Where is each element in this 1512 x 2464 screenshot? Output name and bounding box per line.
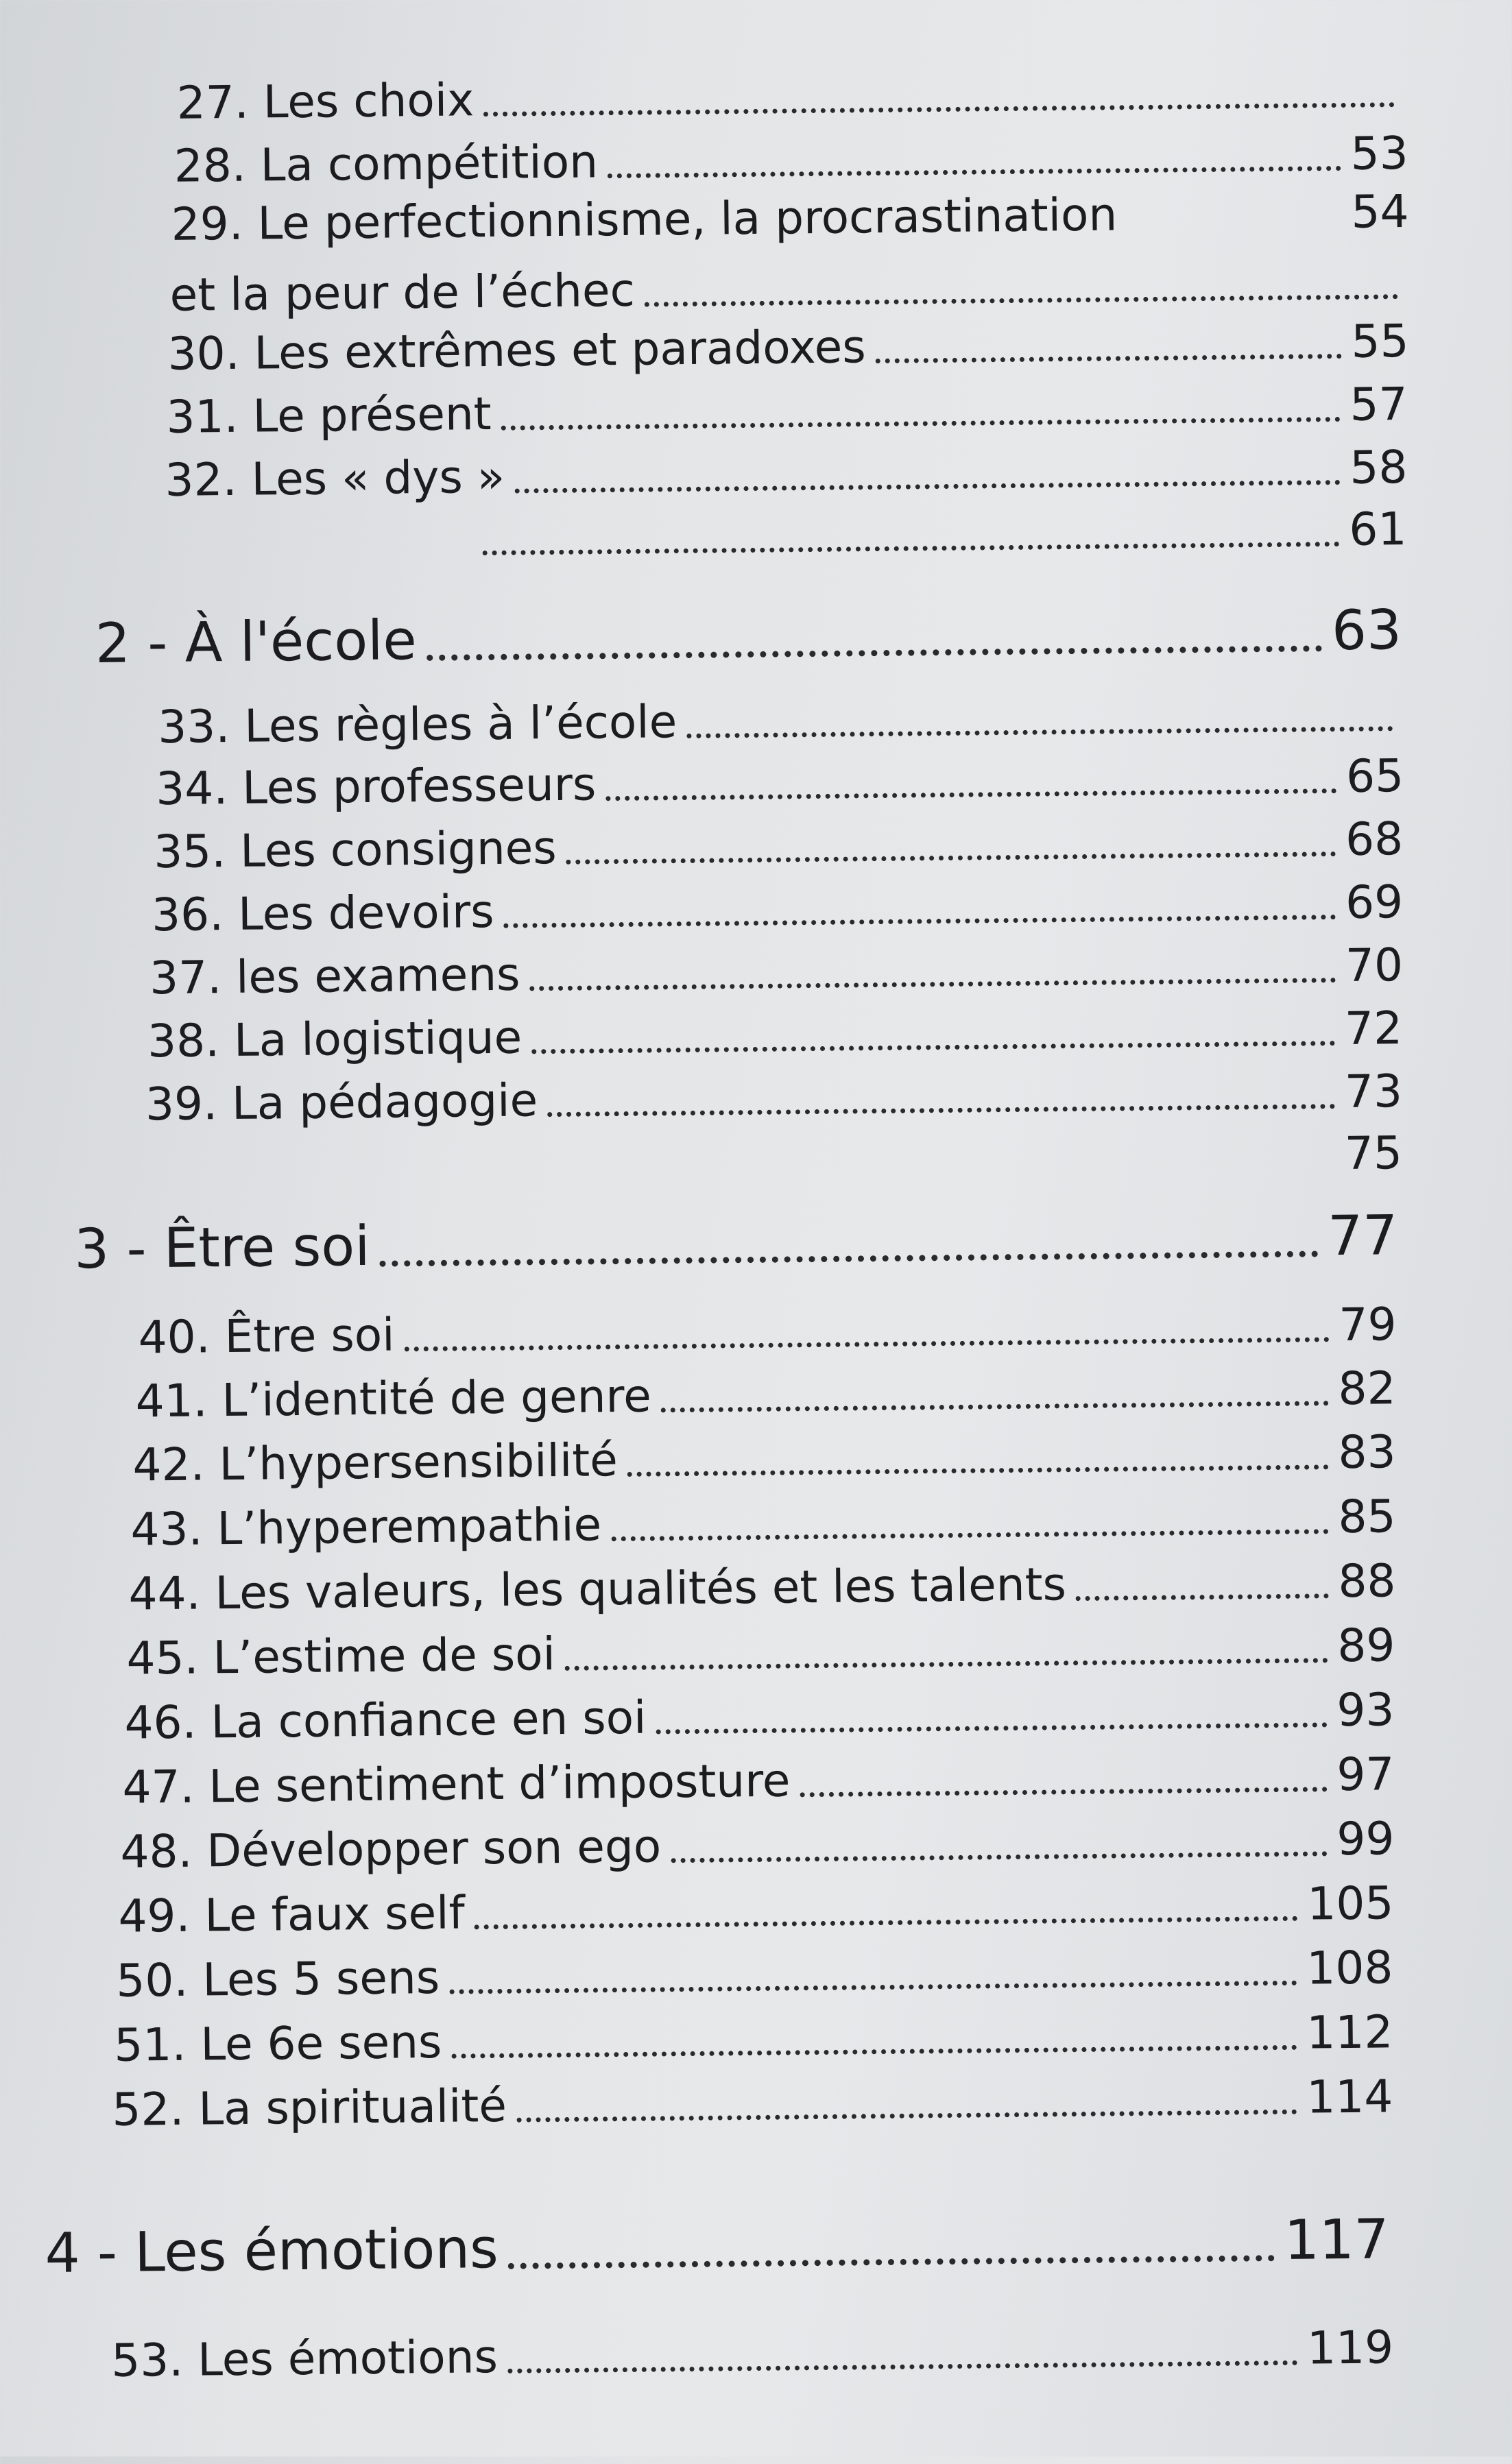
leader-dots — [516, 2110, 1297, 2123]
toc-entry-42[interactable] — [132, 1423, 1396, 1491]
section-title: 4 - Les émotions — [45, 2217, 499, 2285]
section-page-number: 63 — [1331, 598, 1402, 663]
page-number: 79 — [1339, 1298, 1397, 1352]
page-number: 75 — [1344, 1126, 1403, 1181]
toc-entry-31[interactable] — [166, 376, 1408, 444]
spacer — [571, 1170, 1335, 1179]
leader-dots — [566, 851, 1336, 865]
toc-section-4[interactable] — [45, 2202, 1389, 2285]
toc-section-2[interactable] — [95, 593, 1402, 675]
entry-label: 32. Les « dys » — [165, 450, 505, 507]
toc-entry-38[interactable] — [147, 1000, 1403, 1067]
entry-label: 35. Les consignes — [153, 821, 557, 879]
leader-dots — [514, 480, 1340, 494]
leader-dots — [565, 1658, 1328, 1671]
entry-label: 30. Les extrêmes et paradoxes — [167, 320, 867, 381]
section-page-number: 117 — [1284, 2207, 1389, 2273]
page-number: 105 — [1306, 1876, 1394, 1931]
page-number: 108 — [1306, 1941, 1393, 1995]
section-page-number: 77 — [1327, 1203, 1398, 1268]
leader-dots — [507, 2360, 1297, 2374]
leader-dots — [800, 1787, 1328, 1797]
page-number: 119 — [1306, 2321, 1394, 2375]
toc-entry-37[interactable] — [149, 937, 1404, 1004]
entry-label: 47. Le sentiment d’imposture — [122, 1754, 791, 1814]
leader-dots — [627, 1464, 1329, 1477]
leader-dots — [645, 294, 1398, 307]
leader-dots — [686, 726, 1393, 738]
toc-entry-40[interactable] — [138, 1296, 1397, 1364]
toc-entry-34[interactable] — [156, 747, 1404, 815]
page-number: 83 — [1338, 1425, 1396, 1479]
leader-dots — [501, 417, 1341, 431]
page-number: 114 — [1306, 2070, 1393, 2124]
page-number: 69 — [1345, 875, 1404, 929]
page-number: 68 — [1345, 812, 1404, 866]
entry-label: et la peur de l’échec — [169, 263, 636, 322]
entry-label: 36. Les devoirs — [151, 884, 494, 942]
toc-entry-32[interactable] — [165, 439, 1408, 507]
page-number: 58 — [1349, 440, 1408, 494]
toc-entry-44[interactable] — [128, 1552, 1396, 1620]
page-number: 54 — [1351, 184, 1409, 239]
toc-entry-52[interactable] — [112, 2068, 1393, 2136]
entry-label: 49. Le faux self — [118, 1886, 466, 1943]
leader-dots — [380, 1251, 1319, 1266]
page-number: 99 — [1336, 1812, 1395, 1866]
toc-entry-49[interactable] — [118, 1874, 1394, 1942]
toc-entry-48[interactable] — [120, 1810, 1395, 1878]
section-title: 2 - À l'école — [95, 608, 418, 676]
toc-entry-29-continued[interactable] — [169, 254, 1408, 322]
entry-label: 39. La pédagogie — [145, 1074, 538, 1131]
toc-entry-27[interactable] — [176, 62, 1404, 130]
section-title: 3 - Être soi — [73, 1213, 370, 1281]
toc-entry-39[interactable] — [145, 1063, 1403, 1131]
entry-label: 43. L’hyperempathie — [130, 1498, 602, 1556]
entry-label: 33. Les règles à l’école — [157, 695, 677, 754]
entry-label: 31. Le présent — [166, 387, 492, 444]
page-number: 61 — [1348, 503, 1407, 556]
page-number: 88 — [1338, 1554, 1396, 1608]
leader-dots — [1076, 1593, 1329, 1601]
leader-dots — [531, 1041, 1335, 1054]
toc-entry-35[interactable] — [154, 810, 1404, 878]
toc-entry-page-61[interactable] — [472, 500, 1407, 565]
leader-dots — [449, 1981, 1297, 1994]
toc-entry-43[interactable] — [130, 1488, 1396, 1556]
toc-entry-page-75[interactable] — [562, 1124, 1403, 1188]
entry-label: 45. L’estime de soi — [126, 1628, 556, 1685]
spacer — [1127, 229, 1341, 231]
toc-entry-29[interactable] — [171, 183, 1409, 251]
page-number: 72 — [1344, 1002, 1403, 1055]
leader-dots — [876, 354, 1342, 363]
entry-label: 51. Le 6e sens — [114, 2015, 442, 2072]
leader-dots — [547, 1104, 1335, 1117]
toc-entry-30[interactable] — [167, 313, 1409, 381]
leader-dots — [475, 1916, 1298, 1930]
page-number: 53 — [1350, 126, 1409, 180]
entry-label: 28. La compétition — [173, 135, 599, 193]
page-number: 112 — [1306, 2005, 1393, 2060]
toc-entry-46[interactable] — [124, 1681, 1395, 1749]
leader-dots — [452, 2045, 1297, 2059]
entry-label: 37. les examens — [149, 947, 520, 1005]
toc-entry-36[interactable] — [152, 873, 1404, 941]
page-number: 97 — [1336, 1748, 1395, 1802]
page-number: 89 — [1337, 1619, 1395, 1673]
toc-entry-53[interactable] — [111, 2319, 1394, 2387]
leader-dots — [661, 1401, 1329, 1412]
page-number: 93 — [1336, 1683, 1395, 1737]
leader-dots — [405, 1337, 1330, 1351]
leader-dots — [483, 102, 1395, 117]
entry-label: 34. Les professeurs — [155, 758, 597, 816]
toc-entry-47[interactable] — [122, 1746, 1395, 1813]
leader-dots — [504, 915, 1336, 928]
entry-label: 48. Développer son ego — [120, 1820, 662, 1879]
entry-label: 41. L’identité de genre — [135, 1369, 652, 1428]
leader-dots — [508, 2255, 1275, 2269]
entry-label: 46. La confiance en soi — [124, 1691, 647, 1750]
toc-entry-45[interactable] — [126, 1617, 1395, 1684]
page-number: 65 — [1345, 749, 1404, 803]
entry-label: 29. Le perfectionnisme, la procrastination — [171, 188, 1118, 251]
entry-label: 42. L’hypersensibilité — [132, 1434, 619, 1492]
toc-entry-50[interactable] — [116, 1939, 1393, 2007]
leader-dots — [656, 1722, 1328, 1734]
entry-label: 53. Les émotions — [110, 2330, 499, 2387]
page-number: 73 — [1344, 1065, 1403, 1118]
toc-entry-28[interactable] — [173, 125, 1408, 193]
leader-dots — [608, 166, 1341, 178]
page-number: 82 — [1338, 1362, 1396, 1416]
entry-label: 27. Les choix — [176, 73, 475, 130]
toc-section-3[interactable] — [74, 1198, 1398, 1281]
page-number: 85 — [1338, 1490, 1396, 1544]
entry-label: 38. La logistique — [147, 1011, 523, 1068]
entry-label: 52. La spiritualité — [112, 2079, 507, 2136]
leader-dots — [483, 542, 1340, 555]
page-number: 55 — [1351, 314, 1409, 368]
toc-entry-33[interactable] — [158, 686, 1403, 753]
leader-dots — [671, 1851, 1327, 1863]
page-number: 70 — [1345, 939, 1404, 992]
leader-dots — [605, 788, 1336, 801]
page-number: 57 — [1349, 377, 1408, 431]
entry-label: 40. Être soi — [138, 1308, 395, 1364]
entry-label: 50. Les 5 sens — [116, 1950, 440, 2007]
leader-dots — [530, 978, 1336, 991]
toc-entry-51[interactable] — [114, 2003, 1393, 2072]
leader-dots — [427, 645, 1323, 661]
leader-dots — [611, 1529, 1328, 1541]
entry-label: 44. Les valeurs, les qualités et les talents — [128, 1558, 1067, 1621]
toc-entry-41[interactable] — [135, 1360, 1396, 1427]
